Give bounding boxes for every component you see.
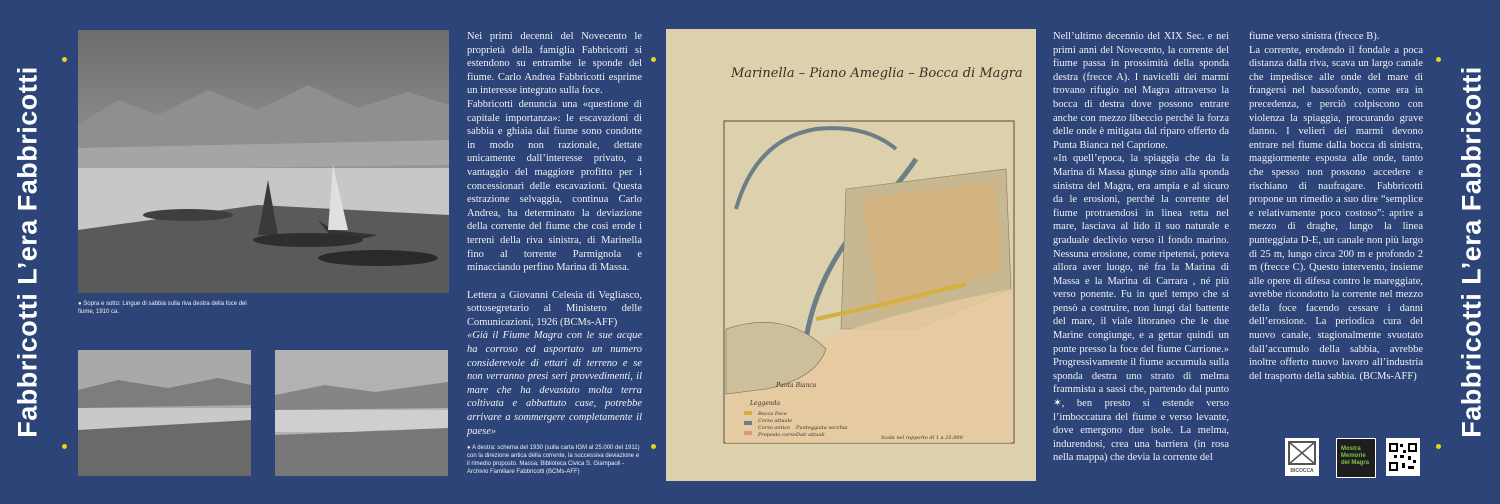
map-drawing [666, 29, 1036, 481]
bullet-dot [651, 57, 656, 62]
left-vertical-title: Fabbricotti L’era Fabbricotti [12, 66, 43, 438]
legend-item: Corso antico [758, 425, 791, 431]
mostra-logo [1336, 438, 1376, 478]
legend-item: Corso attuale [758, 418, 793, 424]
paragraph: La corrente, erodendo il fondale a poca distanza dalla riva, scava un largo canale che impedisce alle onde del mare di frangersi nel bassofondo, come era in precedenza, e perciò colpiscono con violenza la spiaggia, procurando grave danno. I velieri dei marmi devono entrare nel fiume dalla bocca di sinistra, maggiormente esposta alle onde, tanto che spesso non possono accedere e rischiano di naufragare. Fabbricotti propone un rimedio a suo dire “semplice e relativamente poco costoso”: aprire a mezzo di draghe, lungo la linea punteggiata D-E, un canale non più largo di 25 m, lungo circa 200 m e profondo 2 m (frecce C). Questo intervento, insieme alle opere di difesa contro le mareggiate, avrebbe ricondotto la corrente nel mezzo della foce facendo cessare i danni dell’erosione. La periodica cura del nuovo canale, stagionalmente svuotato dall’accumulo della sabbia, avrebbe inoltre offerto nuovo lavoro all’industria del trasporto della sabbia. (BCMs-AFF) [1249, 44, 1423, 382]
bullet-dot [62, 57, 67, 62]
bullet-dot [1436, 57, 1441, 62]
text-column-3 [1053, 30, 1229, 465]
text-column-1 [467, 30, 642, 438]
bullet-dot [651, 444, 656, 449]
paragraph: fiume verso sinistra (frecce B). [1249, 31, 1380, 42]
left-title-band [0, 0, 56, 504]
map-place-label: Punta Bianca [776, 382, 817, 389]
map-legend-title: Leggenda [750, 400, 781, 407]
qr-drawing [1386, 438, 1420, 476]
logo-label: Mostra Memorie del Magra [1341, 446, 1370, 466]
right-title-band [1444, 0, 1500, 504]
bullet-dot [62, 444, 67, 449]
logo-label: BICOCCA [1290, 468, 1314, 474]
logo-drawing [1285, 438, 1319, 476]
photo-drawing [78, 30, 449, 293]
text-column-4 [1249, 30, 1423, 383]
photo-drawing [78, 350, 251, 476]
quote: «Già il Fiume Magra con le sue acque ha corroso ed asportato un numero considerevole di ettari di terreno e se non verranno presi seri provvedimenti, il mare che ha devastato molta terra coltivata e abbattuto case, potrebbe arrivare a sommergere completamente il paese» [467, 330, 642, 437]
paragraph: Nei primi decenni del Novecento le proprietà della famiglia Fabbricotti si estendono su entrambe le sponde del fiume. Carlo Andrea Fabbricotti esprime un interesse integrato sulla foce. [467, 31, 642, 97]
legend-item: Dati attuali [796, 432, 825, 438]
photo-drawing [275, 350, 448, 476]
legend-item: Bocca Foce [758, 411, 787, 417]
photo-caption: ● Sopra e sotto: Lingue di sabbia sulla riva destra della foce del fiume, 1910 ca. [78, 301, 247, 315]
bicocca-logo [1285, 438, 1319, 476]
paragraph: Nell’ultimo decennio del XIX Sec. e nei primi anni del Novecento, la corrente del fiume passa in prossimità della sponda destra (frecce A). I navicelli dei marmi trovano rifugio nel Magra attraverso la bocca di destra dove possono entrare anche con mezzo libeccio perché la forza delle onde è mitigata dal riparo offerto da Punta Bianca nel Caprione. [1053, 31, 1229, 151]
historic-photo-beach-2 [275, 350, 448, 476]
bullet-dot [1436, 444, 1441, 449]
right-vertical-title: Fabbricotti L’era Fabbricotti [1456, 66, 1487, 438]
map-title: Marinella – Piano Ameglia – Bocca di Magra [731, 66, 1023, 81]
map-scale-label: Scala nel rapporto di 1 a 25.000 [881, 435, 963, 441]
legend-item: Proposto corso [758, 432, 796, 438]
paragraph: Fabbricotti denuncia una «questione di capitale importanza»: le escavazioni di sabbia e ghiaia dal fiume sono condotte in modo non razionale, dettate unicamente dall’interesse privato, a vantaggio del maggiore profitto per i concessionari delle escavazioni. Questa estrazione selvaggia, continua Carlo Andrea, ha determinato la deviazione della corrente del fiume che così erode i terreni della riva sinistra, di Marinella fino al torrente Parmignola e minacciando perfino Marina di Massa. [467, 98, 642, 274]
map-caption: ● A destra: schema del 1930 (sulla carta IGM al 25.000 del 1911) con la direzione antica della corrente, la successiva deviazione e il rimedio proposto. Massa, Biblioteca Civica S. Giampaoli - Archivio Familiare Fabbricotti (BCMs-AFF) [467, 445, 640, 475]
legend-item: Punteggiata vecchia [796, 425, 848, 431]
legend-swatch [744, 431, 752, 435]
historic-photo-beach-1 [78, 350, 251, 476]
qr-code[interactable] [1386, 438, 1420, 476]
paragraph: «In quell’epoca, la spiaggia che da la Marina di Massa giunge sino alla sponda sinistra del Magra, era ampia e al sicuro da le erosioni, perché la corrente del fiume protraendosi in linea retta nel mare, lasciava al lido il suo naturale e graduale declivio verso il fondo marino. Nessuna erosione, come ripetensi, poteva allora aver luogo, né fra la Marina di Massa e la Marina di Carrara , né più verso ponente. Fu in quel tempo che si pensò a costruire, non lungi dal battente del mare, il viale litoraneo che le due Marine congiunge, e a gettar quindi un ponte presso la foce del fiume Carrione.» Progressivamente il fiume accumula sulla sponda destra uno strato di melma frammista a sassi che, partendo dal punto ✶, ben presto si estende verso l’imboccatura del fiume e verso levante, dove emergono due isole. La melma, indurendosi, crea una barriera (in rosa nella mappa) che devia la corrente del [1053, 153, 1229, 464]
historic-photo-boats [78, 30, 449, 293]
legend-swatch [744, 421, 752, 425]
legend-swatch [744, 411, 752, 415]
letter-reference: Lettera a Giovanni Celesia di Vegliasco, sottosegretario al Ministero delle Comunicazioni, 1926 (BCMs-AFF) [467, 289, 642, 328]
historic-map [666, 29, 1036, 481]
